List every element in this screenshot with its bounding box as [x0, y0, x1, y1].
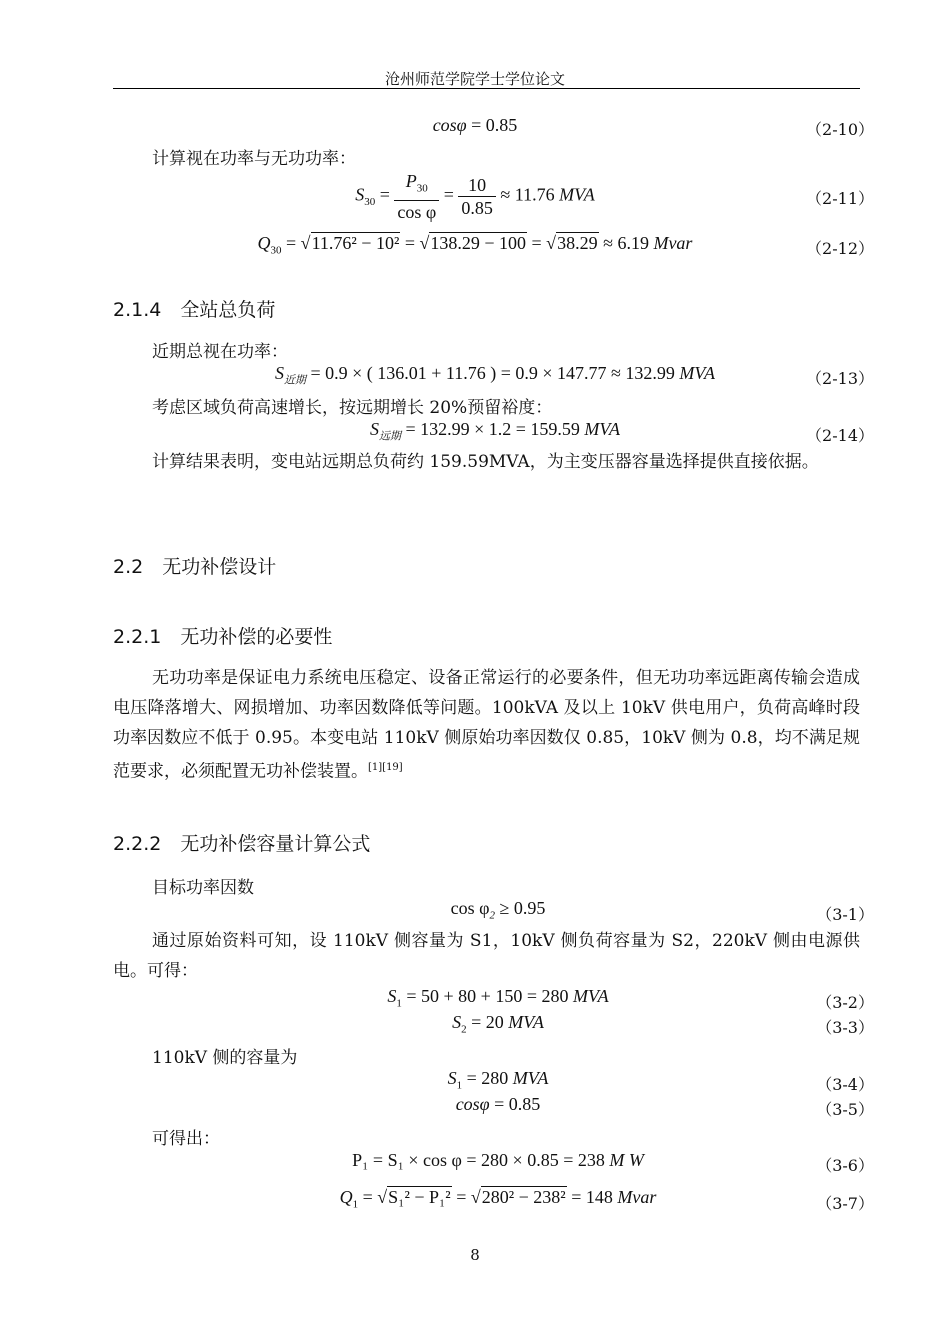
text-line: 目标功率因数 [152, 878, 254, 898]
equation-number: （2-14） [806, 426, 874, 445]
equation-3-7: $Q_1 = √S_1^2 - P_1^2 = √280^2 - 238^2 = 148$ Mvar [339, 1187, 657, 1211]
equation-number: （2-13） [806, 369, 874, 388]
paragraph: 无功功率是保证电力系统电压稳定、设备正常运行的必要条件，但无功功率远距离传输会造成电压降落增大、网损增加、功率因数降低等问题。100kVA 及以上 10kV 供电用户，负荷高峰时段功率因数应不低于 0.95。本变电站 110kV 侧原始功率因数仅 0.85，10kV 侧为 0.8，均不满足规范要求，必须配置无功补偿装置。[1][19] [113, 668, 860, 782]
equation-3-5: cosφ = 0.85 [455, 1094, 541, 1114]
text-line: 可得出： [152, 1129, 220, 1149]
text-line: 考虑区域负荷高速增长，按远期增长 20%预留裕度： [152, 398, 553, 418]
equation-number: （3-7） [816, 1194, 874, 1213]
text-line: 110kV 侧的容量为 [152, 1048, 298, 1068]
equation-3-1: $\cos \varphi_2 \ge 0.95$ [450, 898, 546, 922]
equation-number: （3-2） [816, 993, 874, 1012]
section-heading: 2.1.4 全站总负荷 [113, 299, 276, 321]
text-line: 计算视在功率与无功功率： [152, 149, 356, 169]
equation-number: （2-12） [806, 239, 874, 258]
equation-number: （3-1） [816, 905, 874, 924]
section-heading: 2.2.1 无功补偿的必要性 [113, 626, 333, 648]
equation-2-12: $Q_{30} = √11.76^2 - 10^2 = √138.29 - 100 = √38.29 \approx 6.19$ Mvar [257, 233, 693, 257]
equation-2-13: $S_{近期} = 0.9$ × ( 136.01 + 11.76 ) = 0.9 × 147.77 ≈ 132.99 MVA [274, 363, 716, 387]
paragraph: 通过原始资料可知，设 110kV 侧容量为 S1，10kV 侧负荷容量为 S2，220kV 侧由电源供电。可得： [113, 931, 860, 981]
equation-number: （3-3） [816, 1018, 874, 1037]
section-heading: 2.2.2 无功补偿容量计算公式 [113, 833, 371, 855]
equation-number: （3-4） [816, 1075, 874, 1094]
paragraph: 计算结果表明，变电站远期总负荷约 159.59MVA，为主变压器容量选择提供直接依据。 [152, 452, 819, 472]
section-heading: 2.2 无功补偿设计 [113, 556, 277, 578]
equation-number: （3-6） [816, 1156, 874, 1175]
equation-3-4: $S_1 = 280$ MVA [447, 1068, 549, 1092]
equation-3-6: P₁ = S₁ × cos φ = 280 × 0.85 = 238 M W [352, 1150, 644, 1170]
header-divider [113, 88, 860, 89]
equation-number: （3-5） [816, 1100, 874, 1119]
page-number: 8 [470, 1246, 480, 1264]
equation-2-10: cosφ = 0.85 [432, 115, 518, 135]
citation[interactable]: [1][19] [368, 762, 403, 773]
text-line: 近期总视在功率： [152, 342, 288, 362]
equation-3-3: $S_2 = 20$ MVA [452, 1012, 544, 1036]
equation-2-11: $S_{30}$ = $\frac{P_{30}}{\text{cos φ}}$ = $\frac{10}{0.85}$ ≈ 11.76 MVA [355, 171, 595, 222]
equation-2-14: $S_{远期} = 132.99 \times 1.2 = 159.59$ MVA [369, 419, 621, 443]
equation-3-2: $S_1 = 50 + 80 + 150 = 280$ MVA [387, 986, 609, 1010]
equation-number: （2-10） [806, 120, 874, 139]
equation-number: （2-11） [806, 189, 874, 208]
page-header: 沧州师范学院学士学位论文 [384, 70, 565, 88]
